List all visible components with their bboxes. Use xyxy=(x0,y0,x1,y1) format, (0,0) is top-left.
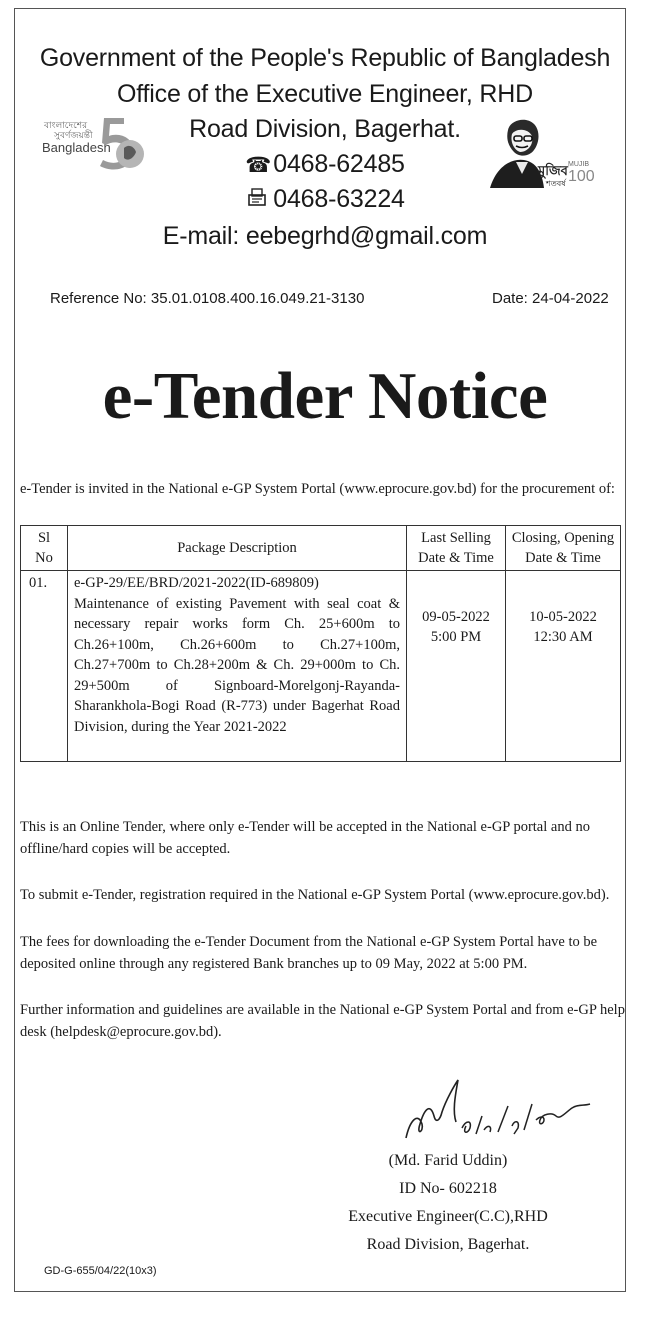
phone-number: 0468-62485 xyxy=(273,150,405,178)
paragraph-further-info: Further information and guidelines are available in the National e-GP System Portal and from e-GP help desk (helpdesk@eprocure.gov.bd). xyxy=(20,1002,625,1040)
header-last-selling: Last Selling Date & Time xyxy=(407,526,506,571)
intro-text: e-Tender is invited in the National e-GP System Portal (www.eprocure.gov.bd) for the procurement of: xyxy=(20,481,615,497)
cell-closing-opening: 10-05-2022 12:30 AM xyxy=(506,571,621,762)
notice-date: Date: 24-04-2022 xyxy=(492,290,609,307)
fifty-emblem-icon xyxy=(90,112,146,178)
signer-name: (Md. Farid Uddin) xyxy=(388,1152,508,1169)
fax-icon xyxy=(245,187,269,213)
fax-number: 0468-63224 xyxy=(273,185,405,213)
mujib-100-logo: মুজিব শতবর্ষ MUJIB 100 xyxy=(486,116,588,194)
signer-id: ID No- 602218 xyxy=(399,1180,497,1197)
signer-office: Road Division, Bagerhat. xyxy=(366,1236,530,1253)
handwritten-signature xyxy=(396,1076,596,1148)
header-package-description: Package Description xyxy=(68,526,407,571)
header-government: Government of the People's Republic of Bangladesh xyxy=(39,44,611,72)
header-division: Road Division, Bagerhat. xyxy=(189,115,461,143)
cell-sl: 01. xyxy=(21,571,68,762)
page-title: e-Tender Notice xyxy=(102,359,548,433)
package-description: Maintenance of existing Pavement with seal coat & necessary repair works form Ch. 25+600m to Ch.26+100m, Ch.26+600m to Ch.27+100m, Ch.27+700m to Ch.28+200m & Ch. 29+000m to Ch. 29+500m of Signboard-Morelgonj-Rayanda-Sharankhola-Bogi Road (R-773) under Bagerhat Road Division, during the Year 2021-2022 xyxy=(74,595,400,735)
paragraph-online-tender: This is an Online Tender, where only e-Tender will be accepted in the National e-GP portal and no offline/hard copies will be accepted. xyxy=(20,819,590,857)
table-header-row xyxy=(21,526,621,571)
footer-code: GD-G-655/04/22(10x3) xyxy=(44,1265,157,1277)
paragraph-fees: The fees for downloading the e-Tender Document from the National e-GP System Portal have to be deposited online through any registered Bank branches up to 09 May, 2022 at 5:00 PM. xyxy=(20,934,598,972)
reference-number: Reference No: 35.01.0108.400.16.049.21-3130 xyxy=(50,290,365,307)
package-id: e-GP-29/EE/BRD/2021-2022(ID-689809) xyxy=(74,575,319,591)
header-closing-opening: Closing, Opening Date & Time xyxy=(506,526,621,571)
cell-last-selling: 09-05-2022 5:00 PM xyxy=(407,571,506,762)
table-row xyxy=(21,571,621,762)
logo-bangladesh-label: Bangladesh xyxy=(42,140,111,155)
golden-jubilee-logo: বাংলাদেশের সুবর্ণজয়ন্তী Bangladesh xyxy=(28,112,146,178)
header-office: Office of the Executive Engineer, RHD xyxy=(117,80,533,108)
paragraph-registration: To submit e-Tender, registration required in the National e-GP System Portal (www.eprocure.gov.bd). xyxy=(20,887,610,903)
header-sl-no: Sl No xyxy=(21,526,68,571)
telephone-icon: ☎ xyxy=(245,154,272,177)
signer-designation: Executive Engineer(C.C),RHD xyxy=(348,1208,548,1225)
header-email: E-mail: eebegrhd@gmail.com xyxy=(162,222,488,250)
cell-package-description xyxy=(68,571,407,762)
tender-table xyxy=(20,525,621,762)
